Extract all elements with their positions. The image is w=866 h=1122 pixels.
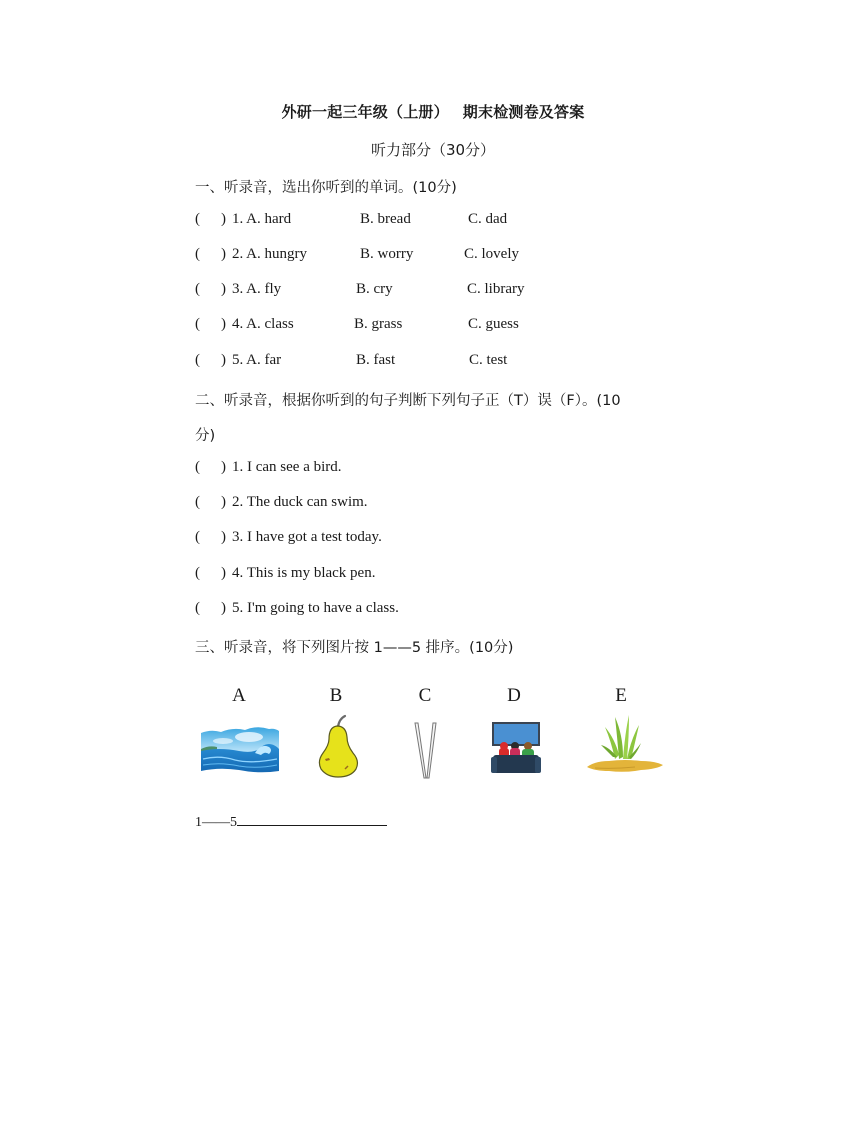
option-c: C. lovely bbox=[464, 246, 519, 262]
option-b: B. bread bbox=[360, 211, 411, 227]
cinema-audience-icon bbox=[490, 721, 542, 777]
answer-paren-open: ( bbox=[195, 459, 200, 475]
answer-paren-open: ( bbox=[195, 211, 200, 227]
answer-paren-close: ) bbox=[221, 211, 226, 227]
statement-text: 4. This is my black pen. bbox=[232, 565, 376, 581]
answer-paren-open: ( bbox=[195, 316, 200, 332]
answer-paren-close: ) bbox=[221, 352, 226, 368]
answer-blank[interactable] bbox=[237, 813, 387, 826]
grass-tuft-icon bbox=[585, 711, 665, 775]
answer-paren-open: ( bbox=[195, 529, 200, 545]
picture-label-c: C bbox=[418, 685, 432, 706]
option-c: C. guess bbox=[468, 316, 519, 332]
answer-paren-open: ( bbox=[195, 281, 200, 297]
answer-paren-close: ) bbox=[221, 494, 226, 510]
answer-paren-close: ) bbox=[221, 459, 226, 475]
answer-paren-open: ( bbox=[195, 494, 200, 510]
title-part-2: 期末检测卷及答案 bbox=[462, 103, 585, 121]
statement-text: 1. I can see a bird. bbox=[232, 459, 342, 475]
answer-prefix: 1——5 bbox=[195, 815, 237, 830]
option-c: C. test bbox=[469, 352, 508, 368]
option-a: 3. A. fly bbox=[232, 281, 282, 297]
answer-paren-close: ) bbox=[221, 281, 226, 297]
pear-icon bbox=[313, 713, 363, 779]
answer-paren-close: ) bbox=[221, 246, 226, 262]
option-a: 5. A. far bbox=[232, 352, 282, 368]
picture-label-a: A bbox=[232, 685, 246, 706]
option-b: B. worry bbox=[360, 246, 414, 262]
section1-heading: 一、听录音，选出你听到的单词。(10分) bbox=[195, 180, 457, 196]
sea-waves-icon bbox=[199, 723, 281, 777]
option-c: C. dad bbox=[468, 211, 508, 227]
chopsticks-icon bbox=[412, 721, 440, 781]
answer-paren-close: ) bbox=[221, 529, 226, 545]
section2-heading-line2: 分) bbox=[195, 428, 216, 444]
title-part-1: 外研一起三年级（上册） bbox=[281, 103, 449, 121]
section3-heading: 三、听录音，将下列图片按 1——5 排序。(10分) bbox=[195, 640, 514, 656]
option-a: 2. A. hungry bbox=[232, 246, 307, 262]
page-title bbox=[0, 101, 866, 122]
option-a: 4. A. class bbox=[232, 316, 294, 332]
section-subtitle: 听力部分（30分） bbox=[370, 141, 496, 159]
option-a: 1. A. hard bbox=[232, 211, 292, 227]
answer-paren-close: ) bbox=[221, 565, 226, 581]
picture-row bbox=[0, 683, 866, 793]
option-c: C. library bbox=[467, 281, 525, 297]
statement-text: 2. The duck can swim. bbox=[232, 494, 368, 510]
option-b: B. cry bbox=[356, 281, 393, 297]
answer-paren-open: ( bbox=[195, 246, 200, 262]
picture-label-d: D bbox=[507, 685, 521, 706]
section2-heading-line1: 二、听录音，根据你听到的句子判断下列句子正（T）误（F）。(10 bbox=[195, 393, 621, 409]
statement-text: 3. I have got a test today. bbox=[232, 529, 382, 545]
answer-paren-close: ) bbox=[221, 316, 226, 332]
picture-label-b: B bbox=[329, 685, 343, 706]
picture-label-e: E bbox=[615, 685, 627, 706]
answer-paren-open: ( bbox=[195, 565, 200, 581]
statement-text: 5. I'm going to have a class. bbox=[232, 600, 399, 616]
answer-paren-close: ) bbox=[221, 600, 226, 616]
option-b: B. grass bbox=[354, 316, 403, 332]
option-b: B. fast bbox=[356, 352, 396, 368]
answer-paren-open: ( bbox=[195, 352, 200, 368]
answer-paren-open: ( bbox=[195, 600, 200, 616]
ordering-answer-field[interactable] bbox=[195, 813, 387, 831]
